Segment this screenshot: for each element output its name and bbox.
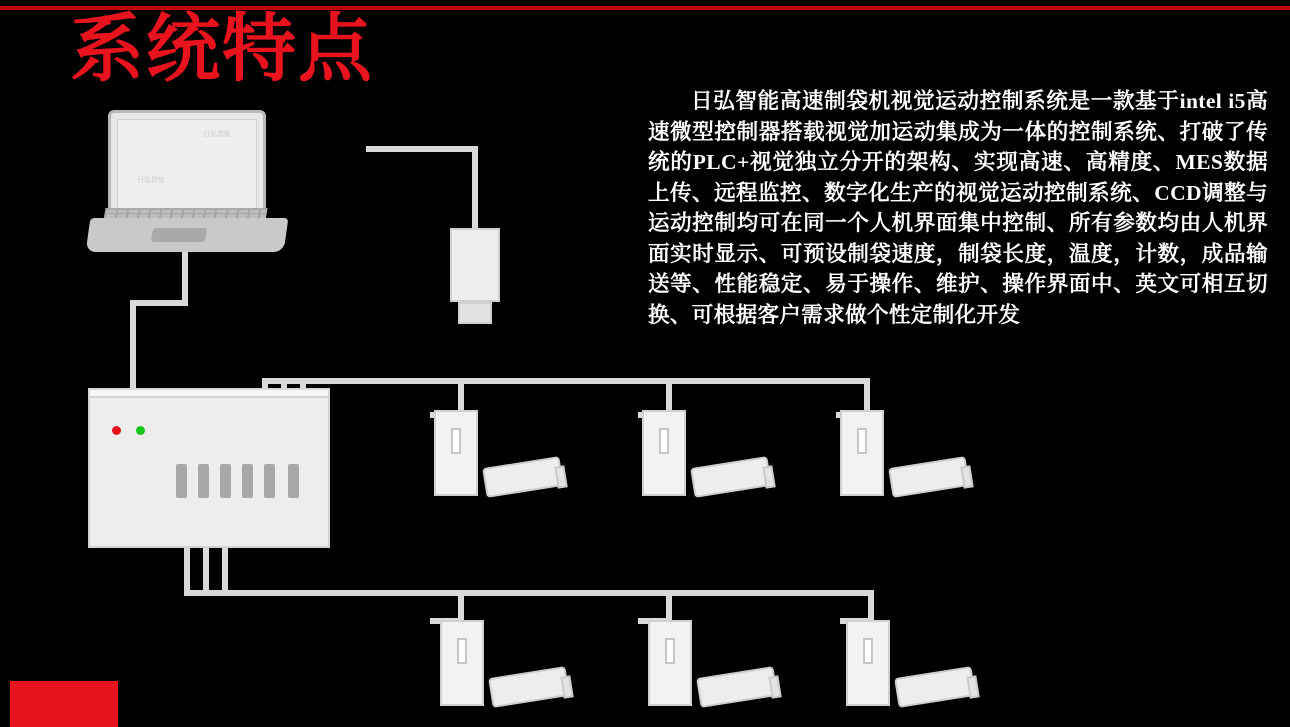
wire-cam3-drop (864, 378, 870, 412)
power-adapter-connector (458, 302, 492, 324)
ccd-camera-3-lens (888, 456, 970, 498)
ccd-camera-1-lens-tip (554, 465, 567, 488)
wire-laptop-to-controller-v1 (182, 250, 188, 306)
wire-laptop-to-controller-v2 (130, 300, 136, 398)
wire-cam1-drop (458, 378, 464, 412)
wire-top-bus (262, 378, 870, 384)
power-led (112, 426, 121, 435)
description-paragraph: 日弘智能高速制袋机视觉运动控制系统是一款基于intel i5高速微型控制器搭载视觉加运动集成为一体的控制系统、打破了传统的PLC+视觉独立分开的架构、实现高速、高精度、MES数据上传、远程监控、数字化生产的视觉运动控制系统、CCD调整与运动控制均可在同一个人机界面集中控制、所有参数均由人机界面实时显示、可预设制袋速度，制袋长度，温度，计数，成品输送等、性能稳定、易于操作、维护、操作界面中、英文可相互切换、可根据客户需求做个性定制化开发 (648, 89, 1269, 327)
ccd-camera-2-lens (690, 456, 772, 498)
controller-port-6 (288, 464, 299, 498)
ccd-camera-6-lens (894, 666, 976, 708)
status-led (136, 426, 145, 435)
wire-bottom-bus (184, 590, 874, 596)
ccd-camera-5-indicator (665, 638, 675, 664)
page-title: 系统特点 (70, 9, 374, 91)
controller-port-2 (198, 464, 209, 498)
ccd-camera-6-indicator (863, 638, 873, 664)
wire-cam5-drop (666, 590, 672, 618)
wire-laptop-to-adapter-top (372, 146, 478, 152)
ccd-camera-4-indicator (457, 638, 467, 664)
controller-port-3 (220, 464, 231, 498)
laptop-screen (108, 110, 266, 220)
power-adapter-body (450, 228, 500, 302)
controller-port-4 (242, 464, 253, 498)
ccd-camera-4-lens (488, 666, 570, 708)
wire-cam4-drop (458, 590, 464, 618)
ccd-camera-4-lens-tip (560, 675, 573, 698)
ccd-camera-2-indicator (659, 428, 669, 454)
ccd-camera-2-lens-tip (762, 465, 775, 488)
wire-adapter-down (472, 146, 478, 232)
laptop-trackpad (151, 228, 207, 242)
wire-bottom-bus-up-a (184, 548, 190, 590)
wire-cam2-drop (666, 378, 672, 412)
controller-port-1 (176, 464, 187, 498)
wire-laptop-down-left (366, 146, 372, 152)
ccd-camera-6-lens-tip (966, 675, 979, 698)
watermark-label-2: 日弘智能 (137, 177, 165, 184)
ccd-camera-1-lens (482, 456, 564, 498)
ccd-camera-3-indicator (857, 428, 867, 454)
wire-bottom-bus-up-c (222, 548, 228, 590)
bottom-left-accent-block (10, 681, 118, 727)
controller-port-5 (264, 464, 275, 498)
ccd-camera-5-lens-tip (768, 675, 781, 698)
wire-cam6-drop (868, 590, 874, 618)
wire-laptop-to-controller-h (130, 300, 188, 306)
ccd-camera-5-lens (696, 666, 778, 708)
wire-bottom-bus-up-b (203, 548, 209, 590)
ccd-camera-1-indicator (451, 428, 461, 454)
ccd-camera-3-lens-tip (960, 465, 973, 488)
laptop-screen-surface (117, 119, 257, 213)
watermark-label: 日弘智能 (203, 131, 231, 138)
